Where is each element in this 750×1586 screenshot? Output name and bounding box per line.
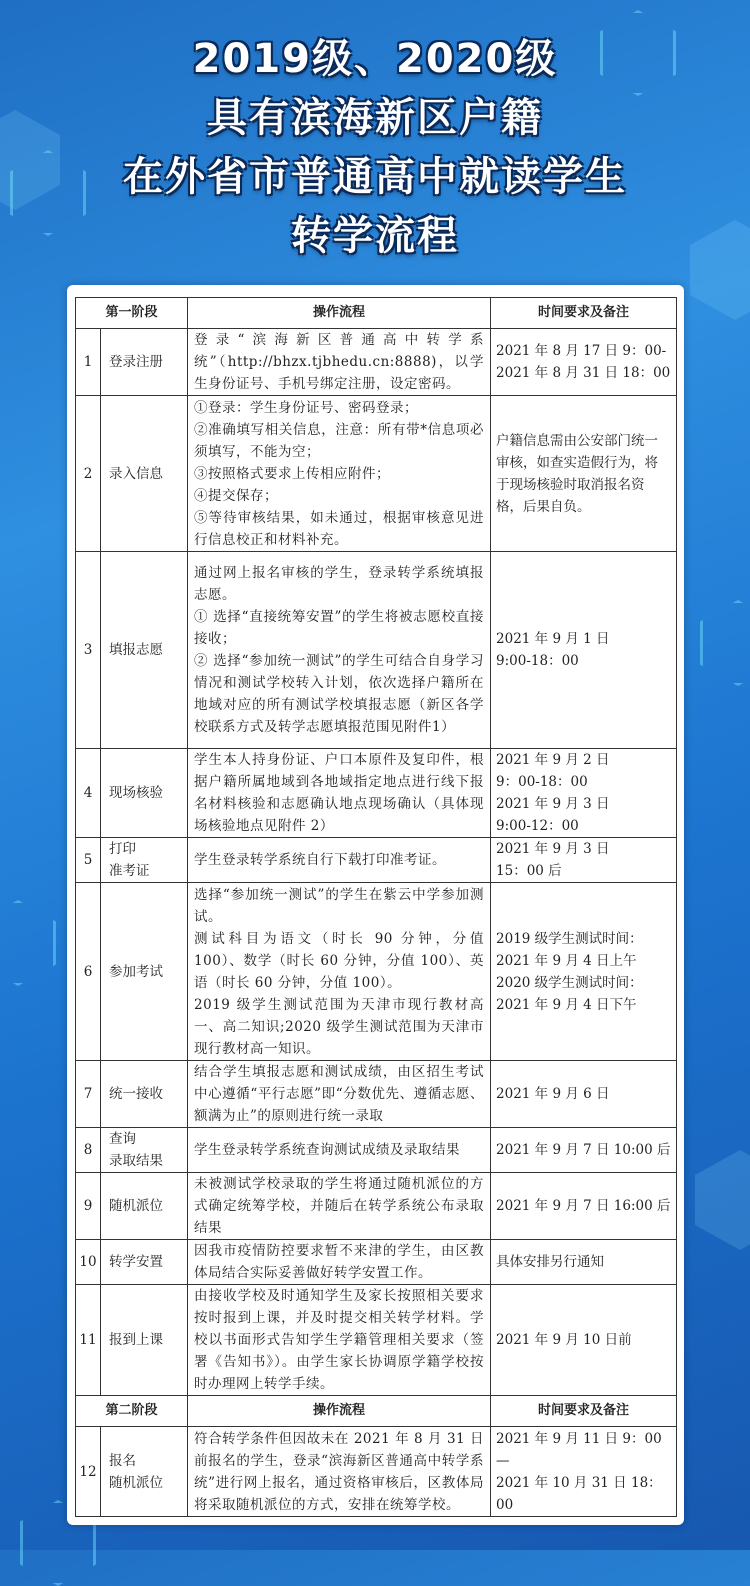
process-text: 选择“参加统一测试”的学生在紫云中学参加测试。: [194, 886, 485, 925]
process-text: ④提交保存；: [194, 487, 279, 504]
stage-text: 随机派位: [109, 1198, 163, 1214]
time-text: 2021 年 9 月 3 日: [496, 841, 610, 857]
time-text: 2020 级学生测试时间：: [496, 974, 643, 991]
process-text: 学生本人持身份证、户口本原件及复印件，根据户籍所属地域到各地域指定地点进行线下报名材料核验和志愿确认地点现场确认（具体现场核验地点见附件 2）: [194, 752, 485, 834]
process-text: 测试科目为语文（时长 90 分钟，分值 100）、数学（时长 60 分钟，分值 100）、英语（时长 60 分钟，分值 100）。: [194, 930, 485, 991]
step-stage: [101, 396, 188, 552]
time-text: 2021 年 9 月 4 日下午: [496, 996, 637, 1013]
step-process: [188, 838, 491, 883]
step-process: [188, 1128, 491, 1173]
step-stage: [101, 838, 188, 883]
stage-text: 统一接收: [109, 1086, 163, 1102]
step-process: [188, 329, 491, 396]
process-text: 通过网上报名审核的学生，登录转学系统填报志愿。: [194, 565, 485, 603]
step-process: [188, 1240, 491, 1285]
table-row: [76, 1285, 677, 1396]
table-row: [76, 1427, 677, 1517]
stage-text: 查询: [109, 1131, 136, 1147]
time-text: 2021 年 9 月 11 日 9：00—: [496, 1430, 662, 1469]
process-text: 2019 级学生测试范围为天津市现行教材高一、高二知识;2020 级学生测试范围为天津市现行教材高一知识。: [194, 996, 485, 1057]
step-process: [188, 1173, 491, 1240]
step-number: 5: [76, 838, 101, 883]
process-text: 学生登录转学系统查询测试成绩及录取结果: [194, 1142, 461, 1158]
time-text: 2021 年 9 月 4 日上午: [496, 952, 637, 969]
step-process: [188, 552, 491, 749]
step-time: [491, 1240, 677, 1285]
step-stage: [101, 1061, 188, 1128]
table-row: [76, 552, 677, 749]
time-text: 2021 年 9 月 6 日: [496, 1086, 610, 1102]
table-row: [76, 749, 677, 838]
step-number: 10: [76, 1240, 101, 1285]
process-text: ② 选择“参加统一测试”的学生可结合自身学习情况和测试学校转入计划，依次选择户籍所在地域对应的所有测试学校填报志愿（新区各学校联系方式及转学志愿填报范围见附件1）: [194, 653, 485, 735]
time-text: 9:00-12：00: [496, 818, 579, 834]
title-line: 2019级、2020级: [192, 36, 558, 82]
step-process: [188, 1427, 491, 1517]
time-text: 2021 年 8 月 31 日 18：00: [496, 365, 671, 381]
title-line: 在外省市普通高中就读学生: [123, 154, 627, 200]
stage2-header: [76, 1396, 677, 1427]
process-text: ③按照格式要求上传相应附件；: [194, 465, 391, 482]
process-text: 结合学生填报志愿和测试成绩，由区招生考试中心遵循“平行志愿”即“分数优先、遵循志愿、额满为止”的原则进行统一录取: [194, 1064, 485, 1124]
step-number: 2: [76, 396, 101, 552]
step-number: 1: [76, 329, 101, 396]
step-stage: [101, 1285, 188, 1396]
time-text: 2021 年 9 月 2 日: [496, 752, 610, 768]
step-process: [188, 883, 491, 1061]
stage-text: 填报志愿: [109, 642, 163, 658]
step-time: [491, 838, 677, 883]
process-text: 符合转学条件但因故未在 2021 年 8 月 31 日前报名的学生，登录“滨海新区普通高中转学系统”进行网上报名，通过资格审核后，区教体局将采取随机派位的方式，安排在统筹学校。: [194, 1430, 485, 1513]
time-text: 户籍信息需由公安部门统一审核，如查实造假行为，将于现场核验时取消报名资格，后果自负。: [496, 432, 659, 515]
time-text: 2021 年 9 月 1 日: [496, 631, 610, 647]
step-number: 3: [76, 552, 101, 749]
time-text: 9:00-18：00: [496, 653, 579, 669]
time-header: 时间要求及备注: [491, 1396, 677, 1427]
step-number: 11: [76, 1285, 101, 1396]
step-time: [491, 1128, 677, 1173]
table-row: [76, 838, 677, 883]
title-line: 转学流程: [291, 213, 459, 259]
table-row: [76, 1061, 677, 1128]
process-text: 由接收学校及时通知学生及家长按照相关要求按时报到上课，并及时提交相关转学材料。学校以书面形式告知学生学籍管理相关要求（签署《告知书》）。由学生家长协调原学籍学校按时办理网上转学手续。: [194, 1288, 485, 1392]
step-process: [188, 1285, 491, 1396]
stage-text: 准考证: [109, 863, 150, 879]
step-time: [491, 552, 677, 749]
table-row: [76, 1173, 677, 1240]
time-text: 2021 年 8 月 17 日 9：00-: [496, 343, 667, 359]
stage-text: 报名: [109, 1452, 136, 1469]
time-text: 9：00-18：00: [496, 774, 588, 790]
step-number: 6: [76, 883, 101, 1061]
stage-text: 转学安置: [109, 1254, 163, 1270]
process-table-card: [67, 285, 684, 1525]
title-line: 具有滨海新区户籍: [207, 95, 543, 141]
step-time: [491, 329, 677, 396]
step-stage: [101, 1427, 188, 1517]
process-text: ②准确填写相关信息，注意：所有带*信息项必须填写，不能为空；: [194, 421, 485, 460]
step-time: [491, 1285, 677, 1396]
stage-text: 录取结果: [109, 1153, 163, 1169]
process-text: 学生登录转学系统自行下载打印准考证。: [194, 852, 447, 868]
table-row: [76, 396, 677, 552]
time-text: 2021 年 9 月 7 日 10:00 后: [496, 1142, 671, 1158]
step-number: 12: [76, 1427, 101, 1517]
step-stage: [101, 749, 188, 838]
step-time: [491, 883, 677, 1061]
time-text: 2021 年 9 月 7 日 16:00 后: [496, 1198, 671, 1214]
time-header: 时间要求及备注: [491, 298, 677, 329]
time-text: 15：00 后: [496, 863, 562, 879]
time-text: 2019 级学生测试时间：: [496, 930, 643, 947]
stage1-header: [76, 298, 677, 329]
step-number: 8: [76, 1128, 101, 1173]
process-text: ⑤等待审核结果，如未通过，根据审核意见进行信息校正和材料补充。: [194, 509, 485, 548]
step-process: [188, 396, 491, 552]
stage-text: 录入信息: [109, 465, 163, 482]
process-header: 操作流程: [188, 1396, 491, 1427]
step-time: [491, 1061, 677, 1128]
process-text: 未被测试学校录取的学生将通过随机派位的方式确定统筹学校，并随后在转学系统公布录取结果: [194, 1176, 485, 1236]
table-row: [76, 883, 677, 1061]
process-header: 操作流程: [188, 298, 491, 329]
time-text: 具体安排另行通知: [496, 1254, 605, 1270]
decorative-hexagon: [0, 900, 56, 986]
time-text: 2021 年 9 月 3 日: [496, 796, 610, 812]
step-stage: [101, 1128, 188, 1173]
transfer-process-table: [75, 297, 677, 1517]
step-number: 7: [76, 1061, 101, 1128]
stage-text: 现场核验: [109, 785, 163, 801]
time-text: 2021 年 9 月 10 日前: [496, 1332, 632, 1348]
stage-header: 第一阶段: [76, 298, 188, 329]
stage-text: 登录注册: [109, 354, 163, 370]
stage-text: 参加考试: [109, 963, 163, 980]
step-stage: [101, 1240, 188, 1285]
table-row: [76, 1240, 677, 1285]
process-text: ① 选择“直接统筹安置”的学生将被志愿校直接接收；: [194, 609, 485, 647]
process-text: 登录“滨海新区普通高中转学系统”（http://bhzx.tjbhedu.cn:8888)，以学生身份证号、手机号绑定注册，设定密码。: [194, 332, 485, 392]
step-time: [491, 396, 677, 552]
step-time: [491, 749, 677, 838]
step-stage: [101, 883, 188, 1061]
process-text: 因我市疫情防控要求暂不来津的学生，由区教体局结合实际妥善做好转学安置工作。: [194, 1243, 485, 1281]
stage-text: 打印: [109, 841, 136, 857]
step-number: 4: [76, 749, 101, 838]
step-stage: [101, 1173, 188, 1240]
table-row: [76, 329, 677, 396]
decorative-hexagon: [695, 1150, 750, 1250]
step-process: [188, 749, 491, 838]
stage-text: 报到上课: [109, 1332, 163, 1348]
stage-text: 随机派位: [109, 1474, 163, 1491]
step-time: [491, 1427, 677, 1517]
step-stage: [101, 552, 188, 749]
process-text: ①登录：学生身份证号、密码登录；: [194, 399, 419, 416]
step-stage: [101, 329, 188, 396]
table-row: [76, 1128, 677, 1173]
decorative-hexagon: [700, 600, 750, 686]
stage-header: 第二阶段: [76, 1396, 188, 1427]
poster-title: [0, 30, 750, 266]
step-number: 9: [76, 1173, 101, 1240]
step-process: [188, 1061, 491, 1128]
time-text: 2021 年 10 月 31 日 18：00: [496, 1474, 662, 1513]
step-time: [491, 1173, 677, 1240]
